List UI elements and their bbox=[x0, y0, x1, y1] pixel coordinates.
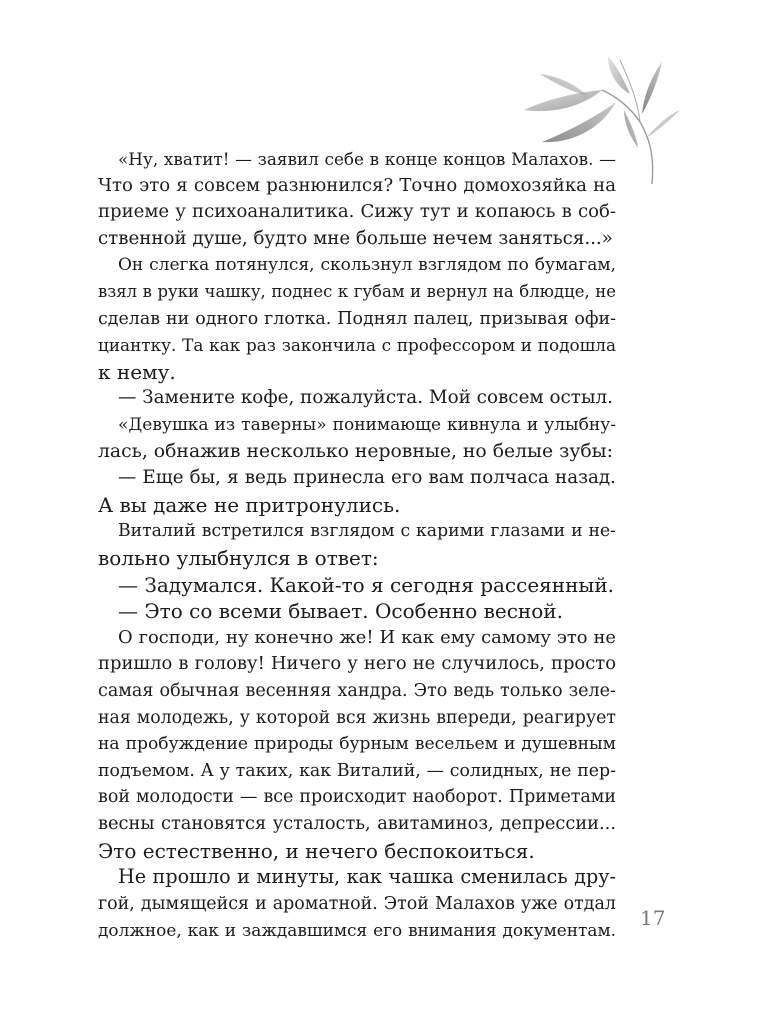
text-line: должное, как и заждавшимся его внимания документам. bbox=[98, 920, 616, 941]
text-line: А вы даже не притронулись. bbox=[98, 492, 401, 517]
text-line: вой молодости — все происходит наоборот. Приметами bbox=[98, 787, 616, 808]
text-line: — Это со всеми бывает. Особенно весной. bbox=[118, 599, 563, 624]
text-line: — Задумался. Какой-то я сегодня рассеянный. bbox=[118, 572, 615, 597]
text-line: пришло в голову! Ничего у него не случилось, просто bbox=[98, 653, 616, 675]
text-line: Это естественно, и нечего беспокоиться. bbox=[98, 838, 535, 863]
text-line: на пробуждение природы бурным весельем и душевным bbox=[98, 734, 616, 755]
text-line: к нему. bbox=[98, 359, 176, 384]
text-line: «Ну, хватит! — заявил себе в конце концов Малахов. — bbox=[118, 149, 616, 169]
page-number: 17 bbox=[640, 906, 666, 930]
text-line: — Замените кофе, пожалуйста. Мой совсем остыл. bbox=[118, 387, 613, 409]
text-line: О господи, ну конечно же! И как ему самому это не bbox=[118, 626, 616, 648]
text-line: лась, обнажив несколько неровные, но белые зубы: bbox=[98, 440, 613, 462]
text-line: весны становятся усталость, авитаминоз, депрессии... bbox=[98, 813, 616, 834]
text-line: Не прошло и минуты, как чашка сменилась дру- bbox=[118, 865, 616, 889]
text-line: Что это я совсем разнюнился? Точно домохозяйка на bbox=[98, 174, 616, 196]
text-line: — Еще бы, я ведь принесла его вам полчаса назад. bbox=[118, 467, 616, 489]
text-line: Виталий встретился взглядом с карими глазами и не- bbox=[118, 521, 616, 542]
text-line: циантку. Та как раз закончила с профессором и подошла bbox=[98, 335, 616, 356]
body-text bbox=[98, 146, 616, 944]
text-line: ственной душе, будто мне больше нечем заняться...» bbox=[98, 227, 613, 249]
text-line: гой, дымящейся и ароматной. Этой Малахов уже отдал bbox=[98, 893, 616, 914]
text-line: вольно улыбнулся в ответ: bbox=[98, 546, 379, 570]
text-line: ная молодежь, у которой вся жизнь впереди, реагирует bbox=[98, 707, 616, 728]
text-line: «Девушка из таверны» понимающе кивнула и улыбну- bbox=[118, 415, 616, 435]
text-line: приеме у психоаналитика. Сижу тут и копаюсь в соб- bbox=[98, 201, 616, 223]
text-line: Он слегка потянулся, скользнул взглядом по бумагам, bbox=[118, 255, 616, 276]
text-line: подъемом. А у таких, как Виталий, — солидных, не пер- bbox=[98, 760, 616, 781]
text-line: взял в руки чашку, поднес к губам и вернул на блюдце, не bbox=[98, 282, 616, 301]
text-line: сделав ни одного глотка. Поднял палец, призывая офи- bbox=[98, 308, 616, 329]
text-line: самая обычная весенняя хандра. Это ведь только зеле- bbox=[98, 681, 616, 701]
